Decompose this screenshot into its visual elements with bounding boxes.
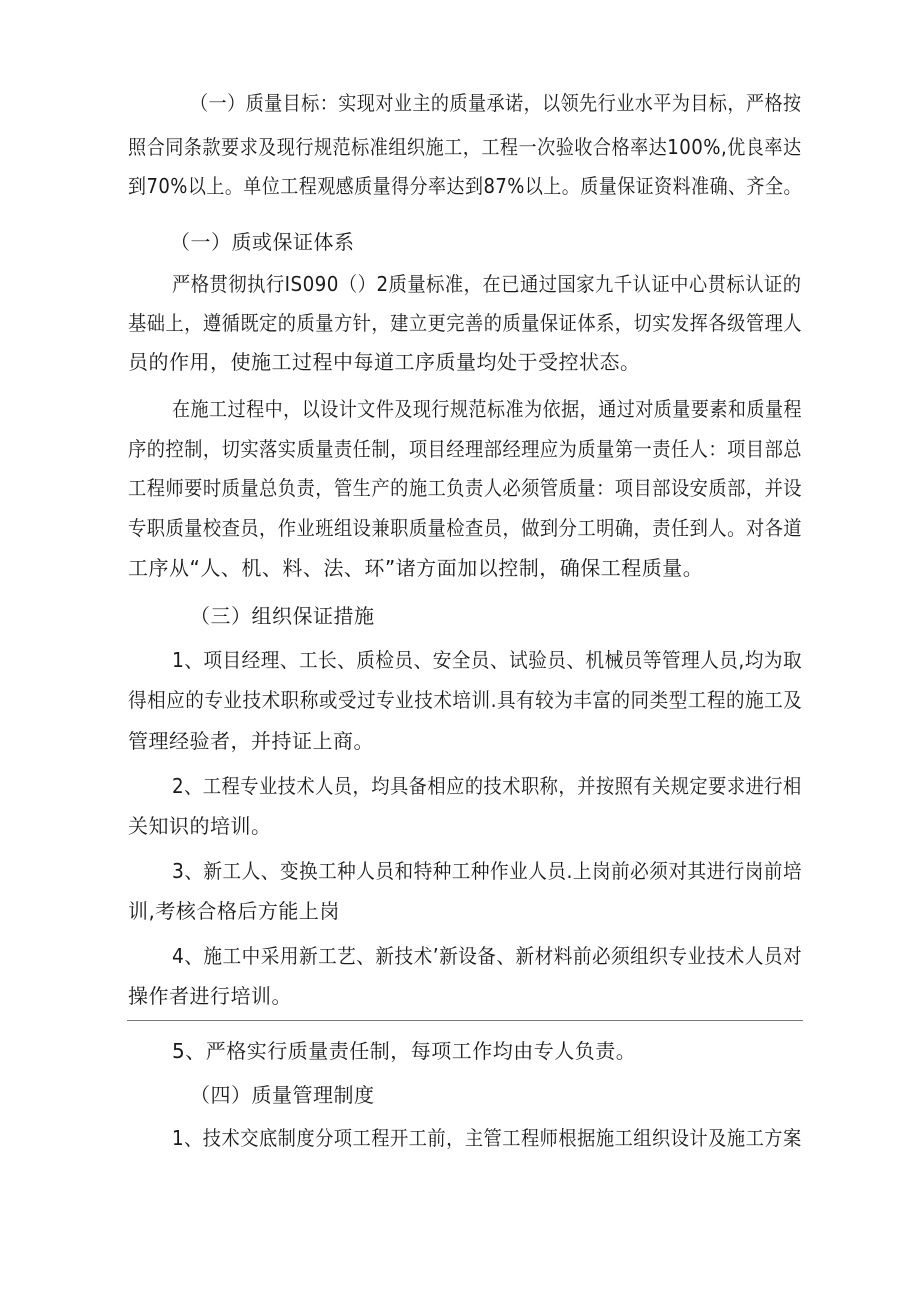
item-1-line-2: 得相应的专业技术职称或受过专业技术培训.具有较为丰富的同类型工程的施工及	[128, 688, 803, 712]
item-5-line-1: 5、严格实行质量责任制，每项工作均由专人负责。	[172, 1039, 637, 1063]
item-4-line-1: 4、施工中采用新工艺、新技术’新设备、新材料前必须组织专业技术人员对	[172, 944, 803, 968]
item-1-line-3: 管理经验者，并持证上商。	[128, 729, 374, 753]
item-4-line-2: 操作者进行培训。	[128, 984, 292, 1008]
item-3-line-1: 3、新工人、变换工种人员和特种工种作业人员.上岗前必须对其进行岗前培	[172, 859, 803, 883]
iso-standard-line-3: 员的作用，使施工过程中每道工序质量均处于受控状态。	[128, 350, 641, 374]
item-2-line-2: 关知识的培训。	[128, 814, 272, 838]
iso-standard-line-1: 严格贯彻执行IS090（）2质量标准，在已通过国家九千认证中心贯标认证的	[172, 272, 802, 296]
item-2-line-1: 2、工程专业技术人员，均具备相应的技术职称，并按照有关规定要求进行相	[172, 774, 802, 798]
page-divider	[127, 1020, 803, 1021]
quality-goal-line-3: 到70%以上。单位工程观感质量得分率达到87%以上。质量保证资料准确、齐全。	[128, 174, 802, 198]
construction-process-line-3: 工程师要时质量总负责，管生产的施工负责人必须管质量：项目部设安质部，并设	[128, 476, 803, 500]
item-1-line-1: 1、项目经理、工长、质检员、安全员、试验员、机械员等管理人员,均为取	[172, 648, 803, 672]
quality-goal-line-2: 照合同条款要求及现行规范标准组织施工，工程一次验收合格率达100%,优良率达	[128, 135, 802, 159]
item-3-line-2: 训,考核合格后方能上岗	[128, 899, 340, 923]
construction-process-line-4: 专职质量校查员，作业班组设兼职质量检查员，做到分工明确，责任到人。对各道	[128, 516, 803, 540]
quality-goal-line-1: （一）质量目标：实现对业主的质量承诺，以领先行业水平为目标，严格按	[190, 91, 802, 115]
construction-process-line-5: 工序从“人、机、料、法、环”诸方面加以控制，确保工程质量。	[128, 556, 704, 580]
construction-process-line-2: 序的控制，切实落实质量责任制，项目经理部经理应为质量第一责任人：项目部总	[128, 437, 803, 461]
quality-system-heading: （一）质或保证体系	[170, 230, 355, 254]
management-heading: （四）质量管理制度	[190, 1083, 375, 1107]
construction-process-line-1: 在施工过程中，以设计文件及现行规范标准为依据，通过对质量要素和质量程	[172, 397, 803, 421]
iso-standard-line-2: 基础上，遵循既定的质量方针，建立更完善的质量保证体系，切实发挥各级管理人	[128, 311, 803, 335]
organization-heading: （三）组织保证措施	[190, 604, 375, 628]
tech-briefing-line-1: 1、技术交底制度分项工程开工前，主管工程师根据施工组织设计及施工方案	[172, 1126, 802, 1150]
